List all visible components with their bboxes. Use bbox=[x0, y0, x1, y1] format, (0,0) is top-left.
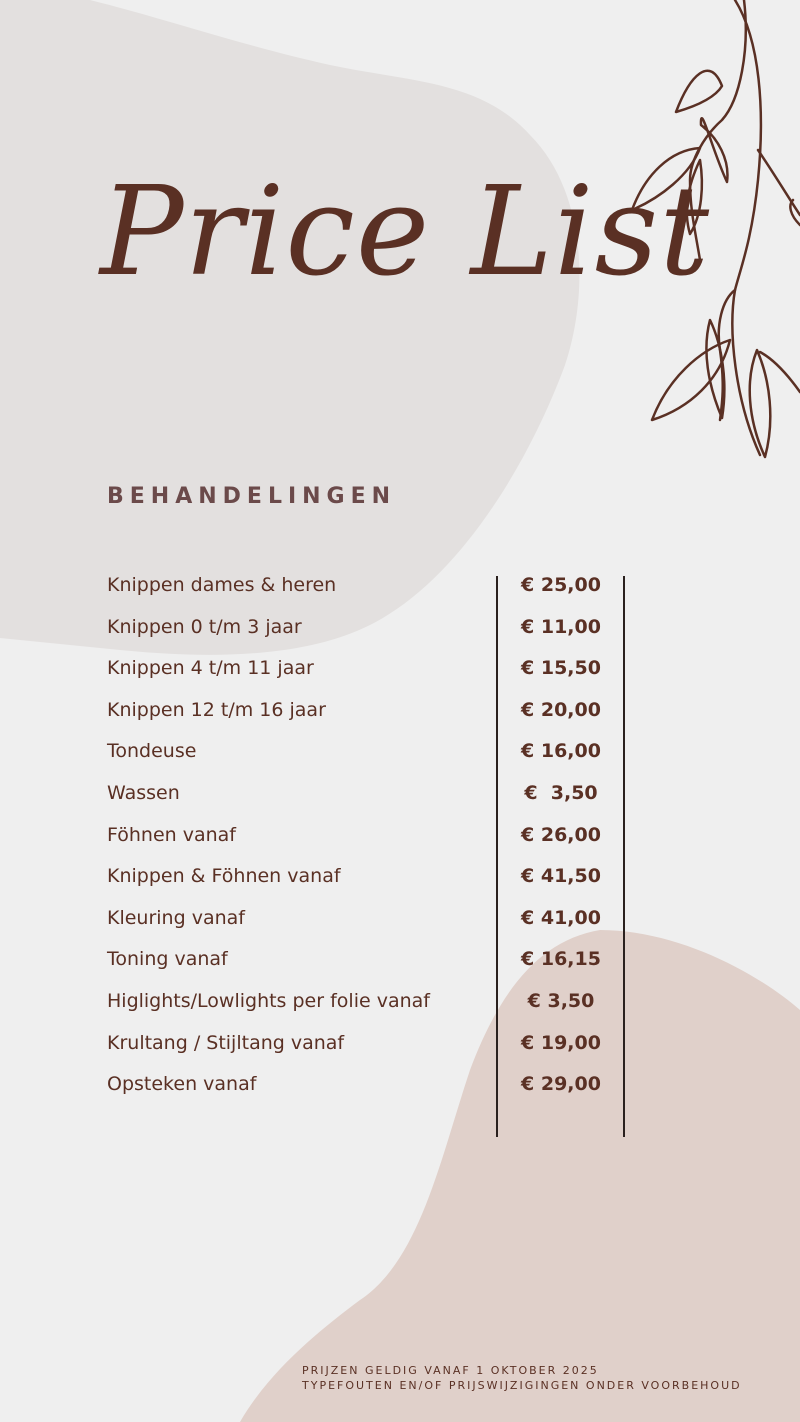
treatment-price: € 19,00 bbox=[521, 1031, 601, 1054]
treatment-price: € 3,50 bbox=[527, 989, 595, 1012]
treatment-price: € 11,00 bbox=[521, 615, 601, 638]
price-row bbox=[0, 981, 800, 1023]
price-row bbox=[0, 939, 800, 981]
page-title: Price List bbox=[100, 160, 711, 304]
treatment-price: € 15,50 bbox=[521, 657, 601, 680]
treatment-name: Higlights/Lowlights per folie vanaf bbox=[107, 989, 430, 1012]
footer-validity-line: PRIJZEN GELDIG VANAF 1 OKTOBER 2025 bbox=[302, 1364, 599, 1377]
treatment-price: € 25,00 bbox=[521, 574, 601, 596]
price-row bbox=[0, 690, 800, 732]
treatment-price: € 41,50 bbox=[521, 865, 601, 888]
price-row bbox=[0, 815, 800, 857]
treatment-name: Tondeuse bbox=[107, 740, 197, 763]
price-row bbox=[0, 1064, 800, 1106]
treatment-price: € 3,50 bbox=[524, 781, 598, 804]
price-list bbox=[0, 565, 800, 1106]
treatment-price: € 16,00 bbox=[521, 740, 601, 763]
treatment-name: Föhnen vanaf bbox=[107, 823, 236, 846]
price-row bbox=[0, 731, 800, 773]
treatment-name: Wassen bbox=[107, 781, 180, 804]
footer-note bbox=[302, 1363, 742, 1393]
treatment-name: Knippen & Föhnen vanaf bbox=[107, 865, 341, 888]
price-row bbox=[0, 1023, 800, 1065]
section-heading: BEHANDELINGEN bbox=[107, 484, 397, 509]
treatment-price: € 29,00 bbox=[521, 1073, 601, 1096]
treatment-price: € 41,00 bbox=[521, 906, 601, 929]
price-row bbox=[0, 773, 800, 815]
treatment-name: Knippen 12 t/m 16 jaar bbox=[107, 698, 326, 721]
treatment-name: Toning vanaf bbox=[107, 948, 228, 971]
treatment-price: € 16,15 bbox=[521, 948, 601, 971]
treatment-name: Knippen 0 t/m 3 jaar bbox=[107, 615, 302, 638]
footer-disclaimer-line: TYPEFOUTEN EN/OF PRIJSWIJZIGINGEN ONDER VOORBEHOUD bbox=[302, 1379, 742, 1392]
price-row bbox=[0, 648, 800, 690]
price-row bbox=[0, 898, 800, 940]
treatment-price: € 26,00 bbox=[521, 823, 601, 846]
price-row bbox=[0, 607, 800, 649]
treatment-name: Knippen dames & heren bbox=[107, 574, 337, 596]
treatment-name: Opsteken vanaf bbox=[107, 1073, 257, 1096]
treatment-name: Knippen 4 t/m 11 jaar bbox=[107, 657, 314, 680]
treatment-name: Kleuring vanaf bbox=[107, 906, 245, 929]
treatment-price: € 20,00 bbox=[521, 698, 601, 721]
price-row bbox=[0, 856, 800, 898]
price-row bbox=[0, 565, 800, 607]
treatment-name: Krultang / Stijltang vanaf bbox=[107, 1031, 345, 1054]
